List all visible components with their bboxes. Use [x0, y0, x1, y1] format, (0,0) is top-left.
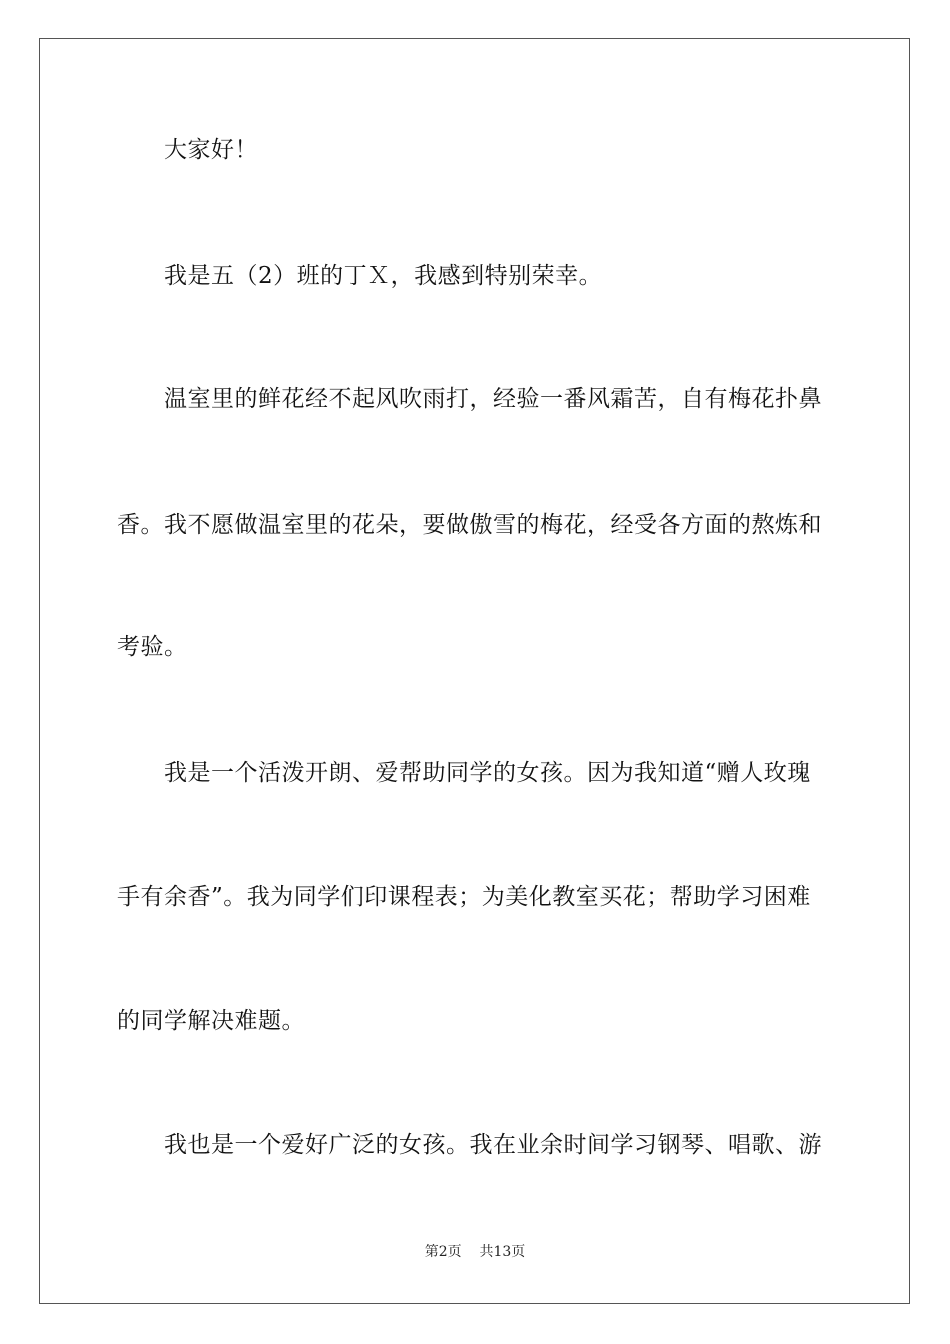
paragraph-3-line-2: 香。我不愿做温室里的花朵，要做傲雪的梅花，经受各方面的熬炼和 [117, 512, 822, 538]
intro-line: 我是五（2）班的丁Ｘ，我感到特别荣幸。 [164, 263, 603, 289]
paragraph-5-line-1: 我也是一个爱好广泛的女孩。我在业余时间学习钢琴、唱歌、游 [164, 1132, 822, 1158]
page-border [39, 38, 910, 1304]
paragraph-4-line-3: 的同学解决难题。 [117, 1008, 305, 1034]
greeting-line: 大家好！ [164, 137, 258, 163]
page-total: 共13页 [479, 1244, 526, 1260]
paragraph-3-line-1: 温室里的鲜花经不起风吹雨打，经验一番风霜苦，自有梅花扑鼻 [164, 386, 822, 412]
paragraph-4-line-1: 我是一个活泼开朗、爱帮助同学的女孩。因为我知道“赠人玫瑰 [164, 760, 811, 786]
paragraph-3-line-3: 考验。 [117, 634, 188, 660]
paragraph-4-line-2: 手有余香”。我为同学们印课程表；为美化教室买花；帮助学习困难 [117, 884, 811, 910]
page-number: 第2页 [424, 1244, 462, 1260]
page-footer [0, 1243, 950, 1261]
